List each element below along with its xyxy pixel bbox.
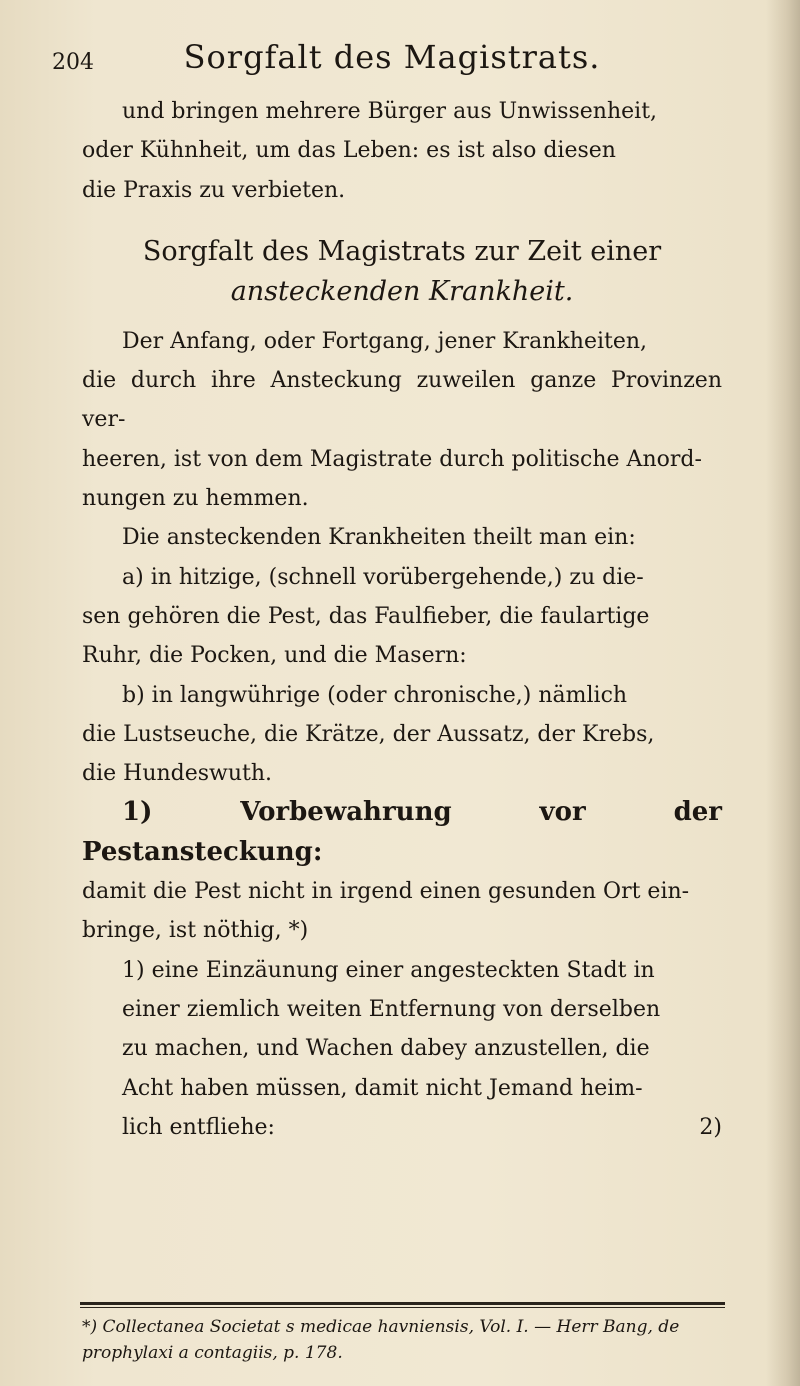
- footnote: *) Collectanea Societat s medicae havniensis, Vol. I. — Herr Bang, de prophylaxi a contagiis, p. 178.: [82, 1317, 680, 1363]
- running-title: Sorgfalt des Magistrats.: [183, 38, 601, 76]
- page-body: [82, 92, 722, 1147]
- paragraph-line: sen gehören die Pest, das Faulfieber, die faulartige: [82, 603, 650, 629]
- footnote-rule: [80, 1302, 725, 1305]
- section-heading-line: ansteckenden Krankheit.: [230, 275, 574, 307]
- page-number: 204: [52, 50, 94, 75]
- subheading: 1) Vorbewahrung vor der Pestansteckung:: [82, 797, 722, 867]
- paragraph-line: damit die Pest nicht in irgend einen gesunden Ort ein-: [82, 879, 690, 905]
- paragraph-line: heeren, ist von dem Magistrate durch politische Anord-: [82, 446, 702, 472]
- paragraph-line: [82, 1108, 722, 1147]
- page-edge-shadow: [766, 0, 800, 1386]
- paragraph-line: die Hundeswuth.: [82, 761, 273, 787]
- list-item: 1) eine Einzäunung einer angesteckten Stadt in: [122, 957, 655, 983]
- intro-line: und bringen mehrere Bürger aus Unwissenheit,: [122, 99, 658, 124]
- list-item: a) in hitzige, (schnell vorübergehende,) zu die-: [122, 564, 644, 590]
- page-header: [52, 30, 732, 82]
- paragraph-line: Acht haben müssen, damit nicht Jemand heim-: [122, 1075, 643, 1101]
- paragraph-line: Die ansteckenden Krankheiten theilt man ein:: [122, 525, 636, 551]
- catchword: 2): [699, 1114, 722, 1140]
- section-heading: [82, 232, 722, 312]
- list-item: b) in langwührige (oder chronische,) nämlich: [122, 682, 628, 708]
- paragraph-line: einer ziemlich weiten Entfernung von derselben: [122, 996, 661, 1022]
- paragraph-line-text: lich entfliehe:: [122, 1114, 275, 1140]
- paragraph-line: Der Anfang, oder Fortgang, jener Krankheiten,: [122, 328, 648, 354]
- paragraph-line: zu machen, und Wachen dabey anzustellen, die: [122, 1036, 650, 1062]
- section-heading-line: Sorgfalt des Magistrats zur Zeit einer: [142, 235, 662, 267]
- paragraph-line: nungen zu hemmen.: [82, 486, 309, 512]
- paragraph-line: bringe, ist nöthig, *): [82, 918, 309, 944]
- paragraph-line: die durch ihre Ansteckung zuweilen ganze Provinzen ver-: [82, 368, 722, 433]
- paragraph-line: die Lustseuche, die Krätze, der Aussatz, der Krebs,: [82, 721, 655, 747]
- intro-line: oder Kühnheit, um das Leben: es ist also diesen: [82, 138, 616, 164]
- intro-line: die Praxis zu verbieten.: [82, 177, 346, 203]
- footnote-rule-thin: [80, 1307, 725, 1308]
- paragraph-line: Ruhr, die Pocken, und die Masern:: [82, 643, 467, 669]
